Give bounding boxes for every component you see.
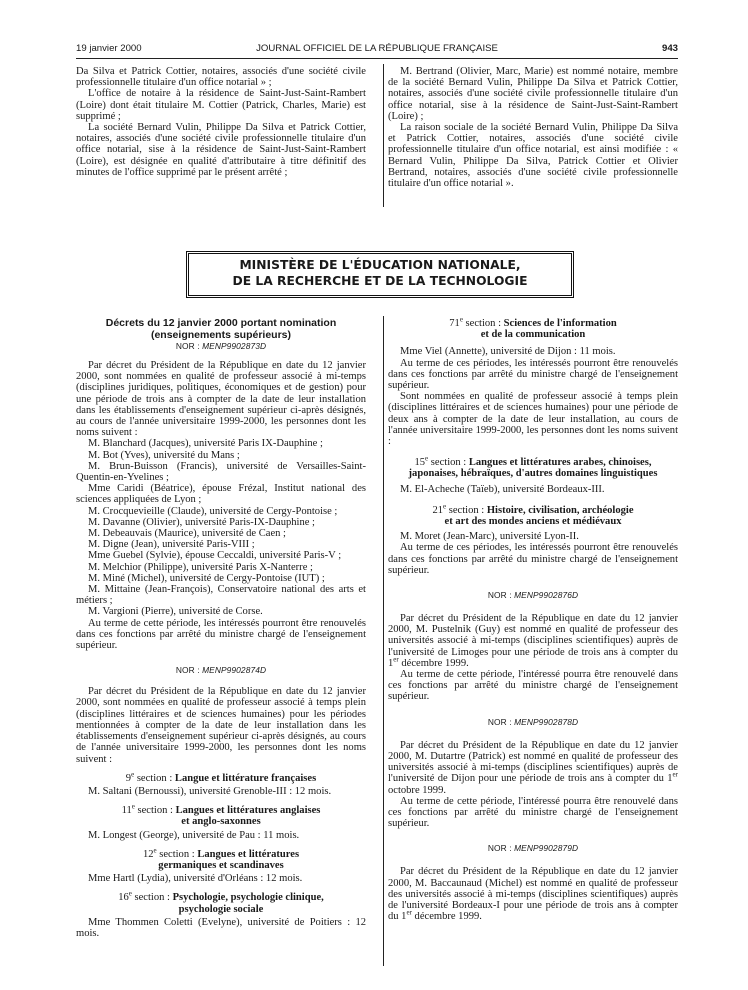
list-item: M. Brun-Buisson (Francis), université de Versailles-Saint-Quentin-en-Yvelines ;	[76, 460, 366, 484]
paragraph: La raison sociale de la société Bernard Vulin, Philippe Da Silva et Patrick Cottier, notaires, associés d'une société civile professionnelle titulaire d'un office notarial, est ainsi modifiée : « Bernard Vulin, Philippe Da Silva, Patrick Cottier et Olivier Bertrand, notaires, associés d'une société civile professionnelle titulaire d'un office notarial ».	[388, 122, 678, 190]
paragraph: Par décret du Président de la République en date du 12 janvier 2000, M. Dutartre (Patrick) est nommé en qualité de professeur des universités associé à mi-temps (disciplines scientifiques) auprès de l'université de Dijon pour une période de trois ans à compter du 1er octobre 1999.	[388, 739, 678, 796]
main-left-column	[76, 318, 366, 939]
paragraph: Au terme de cette période, l'intéressé pourra être renouvelé dans ces fonctions par arrêté du ministre chargé de l'enseignement supérieur.	[388, 795, 678, 830]
top-right-column	[388, 66, 678, 189]
list-item: M. Crocquevieille (Claude), université de Cergy-Pontoise ;	[88, 505, 338, 517]
ministry-heading-box	[186, 251, 574, 298]
decree-title-line-2: (enseignements supérieurs)	[150, 328, 292, 341]
list-item: M. Debeauvais (Maurice), université de Caen ;	[88, 528, 286, 540]
paragraph: Sont nommées en qualité de professeur associé à temps plein (disciplines littéraires et de sciences humaines) pour une période de deux ans à compter de la date de leur installation, au cours de l'année universitaire 1999-2000, les personnes dont les noms suivent :	[388, 391, 678, 448]
list-item: M. Mittaine (Jean-François), Conservatoire national des arts et métiers ;	[76, 584, 366, 607]
header-page-number: 943	[661, 43, 678, 54]
paragraph: L'office de notaire à la résidence de Saint-Just-Saint-Rambert (Loire) dont était titulaire M. Cottier (Patrick, Charles, Marie) est supprimé ;	[76, 88, 366, 122]
list-item: Mme Viel (Annette), université de Dijon : 11 mois.	[400, 346, 616, 358]
list-item: M. Miné (Michel), université de Cergy-Pontoise (IUT) ;	[88, 572, 325, 584]
running-header	[76, 43, 678, 57]
paragraph: Par décret du Président de la République en date du 12 janvier 2000, M. Pustelnik (Guy) est nommé en qualité de professeur des universités associé à mi-temps (disciplines scientifiques) auprès de l'université de Limoges pour une période de trois ans à compter du 1er décembre 1999.	[388, 613, 678, 669]
paragraph: Au terme de cette période, l'intéressé pourra être renouvelé dans ces fonctions par arrêté du ministre chargé de l'enseignement supérieur.	[388, 669, 678, 703]
ministry-heading-line-2: DE LA RECHERCHE ET DE LA TECHNOLOGIE	[232, 274, 528, 288]
list-item: M. El-Acheche (Taïeb), université Bordeaux-III.	[400, 483, 605, 495]
top-column-divider	[383, 64, 384, 207]
section-heading: 15e section : Langues et littératures arabes, chinoises, japonaises, hébraïques, d'autres domaines linguistiques	[408, 454, 658, 480]
paragraph: M. Bertrand (Olivier, Marc, Marie) est nommé notaire, membre de la société Bernard Vulin, Philippe Da Silva et Patrick Cottier, notaires, associés d'une société civile professionnelle titulaire d'un office notarial, sise à la résidence de Saint-Just-Saint-Rambert (Loire) ;	[388, 66, 678, 122]
list-item: M. Melchior (Philippe), université Paris X-Nanterre ;	[88, 561, 313, 573]
list-item: M. Vargioni (Pierre), université de Corse.	[88, 606, 263, 618]
nor-reference: NOR : MENP9902876D	[487, 590, 579, 601]
paragraph: Par décret du Président de la République en date du 12 janvier 2000, M. Baccaunaud (Michel) est nommé en qualité de professeur des universités associé à mi-temps (disciplines scientifiques) auprès de l'université Bordeaux-I pour une période de trois ans à compter du 1er décembre 1999.	[388, 866, 678, 923]
section-heading: 16e section : Psychologie, psychologie clinique, psychologie sociale	[118, 889, 324, 915]
paragraph: Par décret du Président de la République en date du 12 janvier 2000, sont nommées en qualité de professeur associé à temps plein (disciplines littéraires et de sciences humaines) pour les périodes mentionnées à compter de la date de leur installation dans les établissements d'enseignement supérieur ci-après désignés, au cours de l'année universitaire 1999-2000, les personnes dont les noms suivent :	[76, 686, 366, 765]
paragraph: Par décret du Président de la République en date du 12 janvier 2000, sont nommées en qualité de professeur associé à mi-temps (disciplines juridiques, politiques, économiques et de gestion) pour une période de trois ans à compter de la date de leur installation dans les établissements d'enseignement supérieur ci-après désignés, au cours de l'année universitaire 1999-2000, les personnes dont les noms suivent :	[76, 360, 366, 439]
main-right-column	[388, 315, 678, 923]
nor-reference: NOR : MENP9902874D	[175, 665, 267, 676]
list-item: Mme Hartl (Lydia), université d'Orléans : 12 mois.	[88, 873, 303, 885]
list-item: M. Digne (Jean), université Paris-VIII ;	[88, 539, 255, 551]
header-rule	[76, 58, 678, 59]
section-heading: 71e section : Sciences de l'information et de la communication	[449, 315, 617, 341]
list-item: Mme Guebel (Sylvie), épouse Ceccaldi, université Paris-V ;	[88, 550, 342, 562]
nor-reference: NOR : MENP9902879D	[487, 843, 579, 854]
section-heading: 12e section : Langues et littératures germaniques et scandinaves	[142, 846, 300, 871]
list-item: Mme Caridi (Béatrice), épouse Frézal, Institut national des sciences appliquées de Lyon ;	[76, 483, 366, 506]
section-heading: 11e section : Langues et littératures anglaises et anglo-saxonnes	[121, 802, 321, 828]
nor-reference: NOR : MENP9902878D	[487, 716, 579, 727]
paragraph: Da Silva et Patrick Cottier, notaires, associés d'une société civile professionnelle titulaire d'un office notarial » ;	[76, 66, 366, 89]
paragraph: Au terme de ces périodes, les intéressés pourront être renouvelés dans ces fonctions par arrêté du ministre chargé de l'enseignement supérieur.	[388, 542, 678, 576]
list-item: M. Saltani (Bernoussi), université Grenoble-III : 12 mois.	[88, 785, 332, 797]
section-heading: 9e section : Langue et littérature françaises	[125, 770, 317, 784]
list-item: Mme Thommen Coletti (Evelyne), université de Poitiers : 12 mois.	[76, 916, 366, 939]
list-item: M. Moret (Jean-Marc), université Lyon-II.	[400, 531, 579, 543]
header-journal-title: JOURNAL OFFICIEL DE LA RÉPUBLIQUE FRANÇAISE	[256, 43, 498, 54]
top-left-column	[76, 66, 366, 178]
list-item: M. Bot (Yves), université du Mans ;	[88, 449, 240, 461]
header-date: 19 janvier 2000	[76, 43, 142, 54]
paragraph: Au terme de cette période, les intéressés pourront être renouvelés dans ces fonctions par arrêté du ministre chargé de l'enseignement supérieur.	[76, 617, 366, 652]
paragraph: La société Bernard Vulin, Philippe Da Silva et Patrick Cottier, notaires, associés d'une société civile professionnelle titulaire d'un office notarial, sise à la résidence de Saint-Just-Saint-Rambert (Loire), est désignée en qualité d'attributaire à titre définitif des minutes de l'office supprimé par le présent arrêté ;	[76, 122, 366, 178]
paragraph: Au terme de ces périodes, les intéressés pourront être renouvelés dans ces fonctions par arrêté du ministre chargé de l'enseignement supérieur.	[388, 357, 678, 392]
decree-title	[76, 318, 366, 341]
section-heading: 21e section : Histoire, civilisation, archéologie et art des mondes anciens et médiévaux	[432, 502, 634, 528]
ministry-heading-line-1: MINISTÈRE DE L'ÉDUCATION NATIONALE,	[239, 258, 521, 272]
list-item: M. Longest (George), université de Pau : 11 mois.	[88, 829, 300, 841]
nor-reference: NOR : MENP9902873D	[175, 341, 267, 351]
list-item: M. Blanchard (Jacques), université Paris IX-Dauphine ;	[88, 438, 323, 450]
decree-title-line-1: Décrets du 12 janvier 2000 portant nomination	[105, 317, 337, 329]
list-item: M. Davanne (Olivier), université Paris-IX-Dauphine ;	[88, 516, 315, 528]
main-column-divider	[383, 316, 384, 966]
